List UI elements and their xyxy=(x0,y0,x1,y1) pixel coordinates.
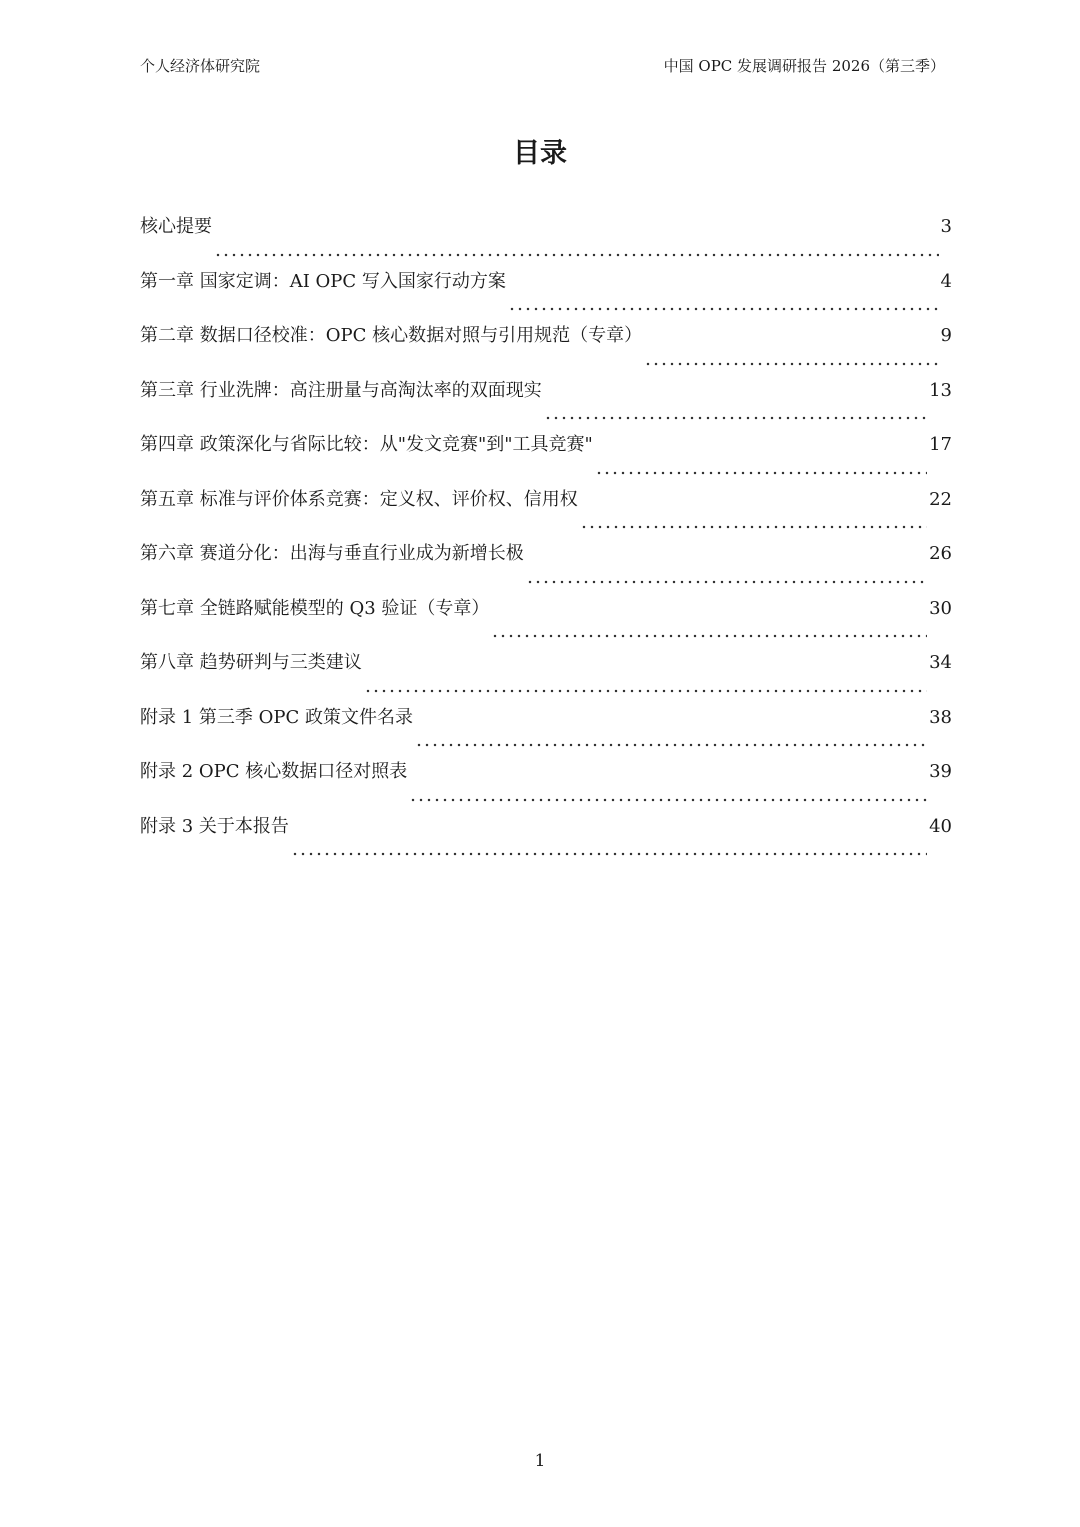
table-of-contents xyxy=(140,212,952,866)
toc-entry-title: 核心提要 xyxy=(140,216,212,237)
dot-leader xyxy=(544,402,927,420)
toc-entry-title: 第五章 标准与评价体系竞赛：定义权、评价权、信用权 xyxy=(140,488,578,510)
toc-entry-title: 第四章 政策深化与省际比较：从"发文竞赛"到"工具竞赛" xyxy=(140,434,593,455)
toc-entry-page: 22 xyxy=(929,488,952,510)
toc-entry-title: 第六章 赛道分化：出海与垂直行业成为新增长极 xyxy=(140,543,524,564)
page-number: 1 xyxy=(534,1451,546,1471)
toc-entry-page: 39 xyxy=(929,761,952,782)
toc-entry-page: 4 xyxy=(940,270,952,292)
toc-entry[interactable] xyxy=(140,212,952,267)
toc-entry-title: 第七章 全链路赋能模型的 Q3 验证（专章） xyxy=(140,597,490,619)
toc-entry[interactable] xyxy=(140,648,952,703)
toc-entry[interactable] xyxy=(140,267,952,322)
toc-entry-page: 26 xyxy=(929,543,952,564)
toc-entry-title: 第一章 国家定调：AI OPC 写入国家行动方案 xyxy=(140,270,506,292)
dot-leader xyxy=(526,566,927,584)
toc-entry[interactable] xyxy=(140,812,952,867)
toc-entry-title: 附录 1 第三季 OPC 政策文件名录 xyxy=(140,706,413,728)
toc-entry[interactable] xyxy=(140,485,952,540)
header-organization: 个人经济体研究院 xyxy=(140,57,261,75)
toc-entry[interactable] xyxy=(140,430,952,485)
toc-entry-page: 3 xyxy=(940,216,952,237)
dot-leader xyxy=(214,239,939,257)
dot-leader xyxy=(644,348,938,366)
toc-entry-page: 34 xyxy=(929,652,952,673)
toc-entry-page: 38 xyxy=(929,706,952,728)
toc-entry[interactable] xyxy=(140,321,952,376)
dot-leader xyxy=(595,457,927,475)
dot-leader xyxy=(415,729,927,747)
toc-entry[interactable] xyxy=(140,757,952,812)
toc-entry-page: 30 xyxy=(929,597,952,619)
page-title: 目录 xyxy=(513,138,567,169)
toc-entry-title: 附录 3 关于本报告 xyxy=(140,815,289,837)
toc-entry-page: 13 xyxy=(929,379,952,401)
toc-entry-title: 第二章 数据口径校准：OPC 核心数据对照与引用规范（专章） xyxy=(140,325,643,346)
header-report-title: 中国 OPC 发展调研报告 2026（第三季） xyxy=(663,57,945,75)
dot-leader xyxy=(291,838,927,856)
toc-entry-page: 40 xyxy=(929,815,952,837)
toc-entry-title: 附录 2 OPC 核心数据口径对照表 xyxy=(140,761,408,782)
toc-entry-title: 第三章 行业洗牌：高注册量与高淘汰率的双面现实 xyxy=(140,379,542,401)
toc-entry[interactable] xyxy=(140,703,952,758)
toc-entry[interactable] xyxy=(140,376,952,431)
dot-leader xyxy=(508,293,939,311)
toc-entry-title: 第八章 趋势研判与三类建议 xyxy=(140,652,362,673)
dot-leader xyxy=(580,511,927,529)
toc-entry-page: 9 xyxy=(940,325,952,346)
dot-leader xyxy=(409,784,927,802)
toc-entry[interactable] xyxy=(140,594,952,649)
toc-entry[interactable] xyxy=(140,539,952,594)
toc-entry-page: 17 xyxy=(929,434,952,455)
dot-leader xyxy=(491,620,927,638)
dot-leader xyxy=(364,675,927,693)
